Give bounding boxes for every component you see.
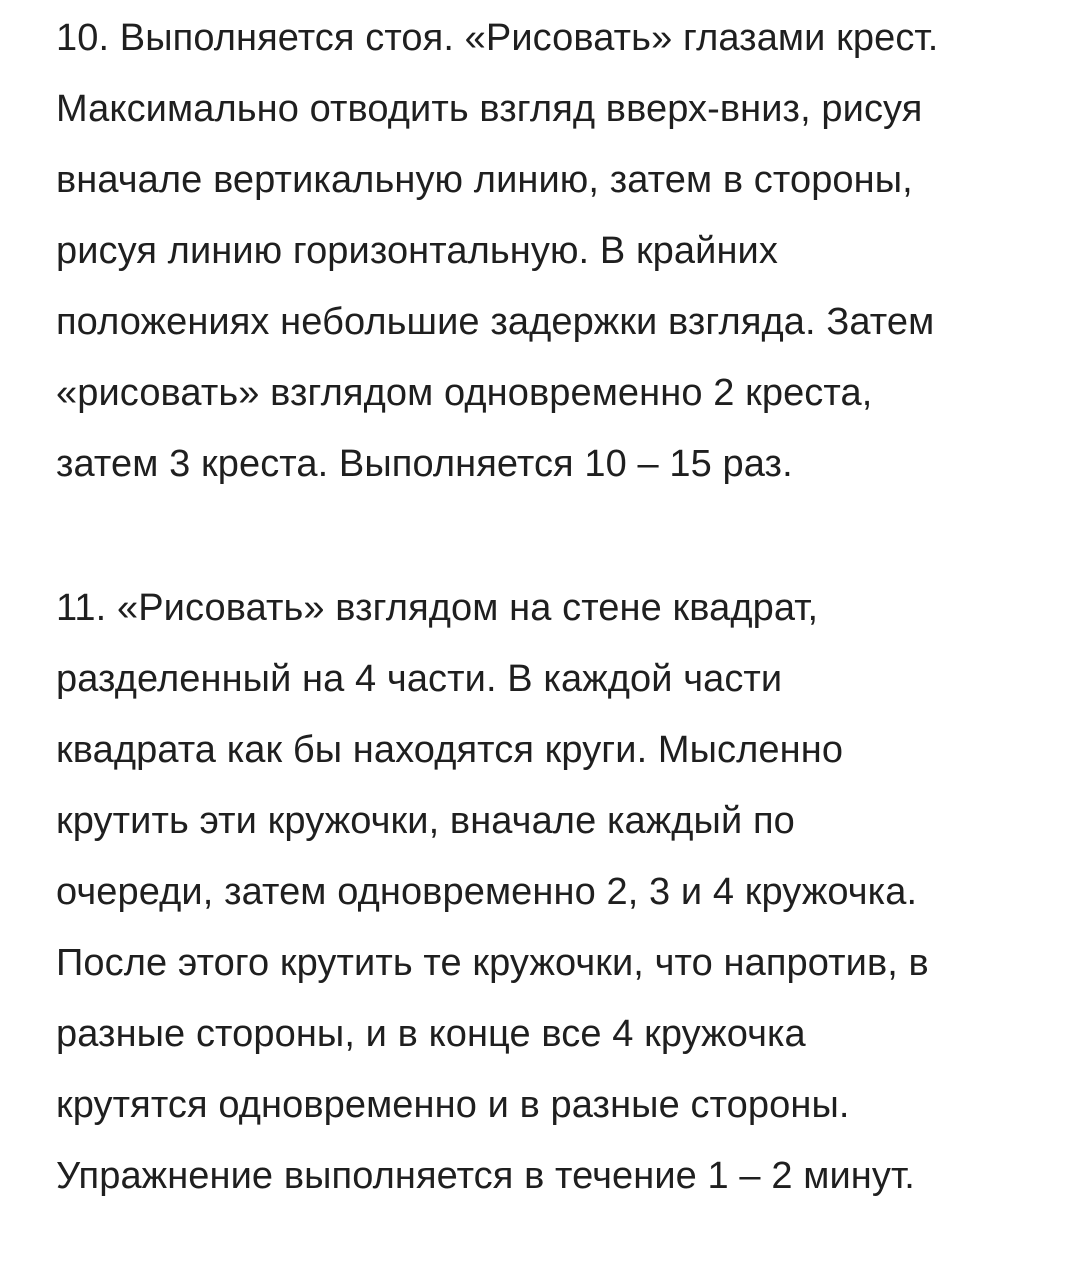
exercise-10-paragraph (56, 3, 938, 500)
text-line: очереди, затем одновременно 2, 3 и 4 кружочка. (56, 871, 918, 913)
text-line: После этого крутить те кружочки, что напротив, в (56, 942, 929, 984)
text-line: разные стороны, и в конце все 4 кружочка (56, 1013, 806, 1055)
text-line: крутятся одновременно и в разные стороны. (56, 1084, 850, 1126)
exercise-11-paragraph (56, 573, 929, 1212)
text-line: Упражнение выполняется в течение 1 – 2 минут. (56, 1155, 915, 1197)
text-line: рисуя линию горизонтальную. В крайних (56, 230, 778, 272)
text-line: разделенный на 4 части. В каждой части (56, 658, 783, 700)
text-line: 11. «Рисовать» взглядом на стене квадрат, (56, 587, 819, 629)
text-line: 10. Выполняется стоя. «Рисовать» глазами крест. (56, 17, 939, 59)
text-line: затем 3 креста. Выполняется 10 – 15 раз. (56, 443, 793, 485)
text-line: крутить эти кружочки, вначале каждый по (56, 800, 795, 842)
text-line: положениях небольшие задержки взгляда. Затем (56, 301, 935, 343)
text-line: Максимально отводить взгляд вверх-вниз, рисуя (56, 88, 923, 130)
text-line: «рисовать» взглядом одновременно 2 креста, (56, 372, 873, 414)
text-line: квадрата как бы находятся круги. Мысленно (56, 729, 844, 771)
text-line: вначале вертикальную линию, затем в стороны, (56, 159, 913, 201)
